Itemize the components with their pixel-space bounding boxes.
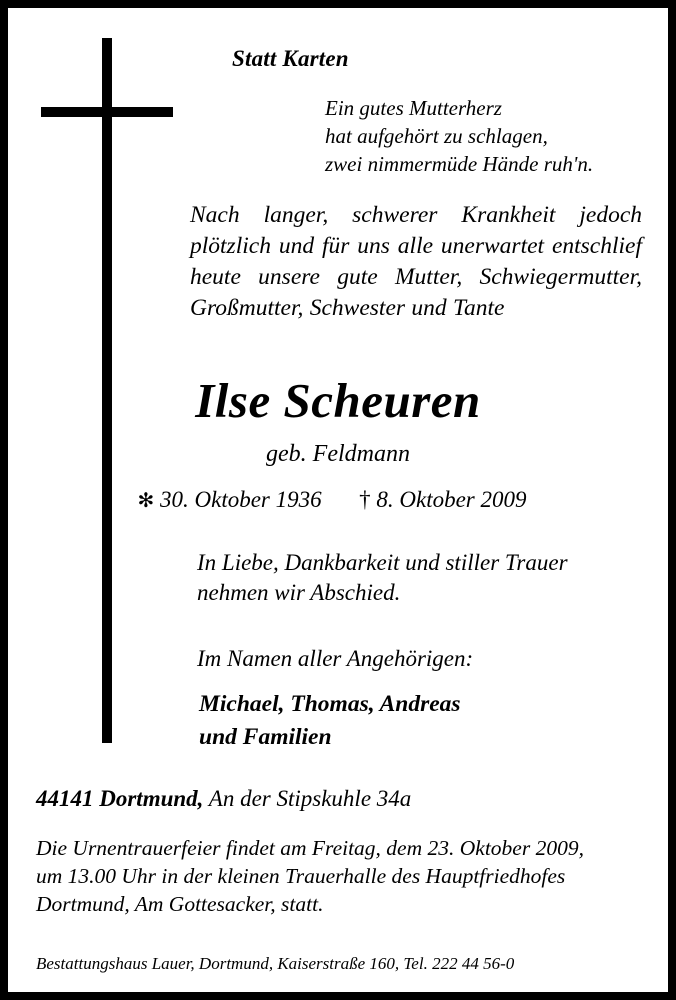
farewell-text (197, 548, 637, 608)
survivors-line-2: und Familien (199, 724, 332, 750)
verse-line-1: Ein gutes Mutterherz (325, 96, 502, 120)
ceremony-line-1: Die Urnentrauerfeier findet am Freitag, dem 23. Oktober 2009, (36, 836, 584, 860)
farewell-line-1: In Liebe, Dankbarkeit und stiller Trauer (197, 550, 568, 575)
birth-date: 30. Oktober 1936 (160, 487, 322, 512)
ceremony-details (36, 834, 644, 918)
cross-horizontal-bar (41, 107, 173, 117)
address-street: An der Stipskuhle 34a (208, 786, 412, 811)
death-cross-icon: † (359, 487, 371, 512)
funeral-home-credit: Bestattungshaus Lauer, Dortmund, Kaiserstraße 160, Tel. 222 44 56-0 (36, 954, 515, 973)
birth-star-icon: ✻ (137, 490, 155, 512)
ceremony-line-2: um 13.00 Uhr in der kleinen Trauerhalle des Hauptfriedhofes (36, 864, 566, 888)
deceased-maiden-name: geb. Feldmann (266, 441, 410, 467)
statt-karten-heading: Statt Karten (232, 46, 349, 71)
mourning-address (36, 786, 411, 812)
address-postal-city: 44141 Dortmund, (36, 786, 204, 811)
verse-line-3: zwei nimmermüde Hände ruh'n. (325, 152, 594, 176)
survivors-intro: Im Namen aller Angehörigen: (197, 646, 474, 671)
farewell-line-2: nehmen wir Abschied. (197, 580, 401, 605)
deceased-name: Ilse Scheuren (195, 373, 481, 428)
survivors-names (199, 688, 629, 754)
memorial-verse (325, 94, 655, 178)
notice-inner-page (8, 8, 668, 992)
survivors-line-1: Michael, Thomas, Andreas (199, 691, 461, 717)
death-date: 8. Oktober 2009 (376, 487, 527, 512)
verse-line-2: hat aufgehört zu schlagen, (325, 124, 548, 148)
announcement-paragraph: Nach langer, schwerer Krankheit jedoch plötzlich und für uns alle unerwartet entschlief heute unsere gute Mutter, Schwiegermutter, Großmutter, Schwester und Tante (190, 202, 642, 321)
ceremony-line-3: Dortmund, Am Gottesacker, statt. (36, 892, 324, 916)
life-dates (8, 486, 656, 515)
